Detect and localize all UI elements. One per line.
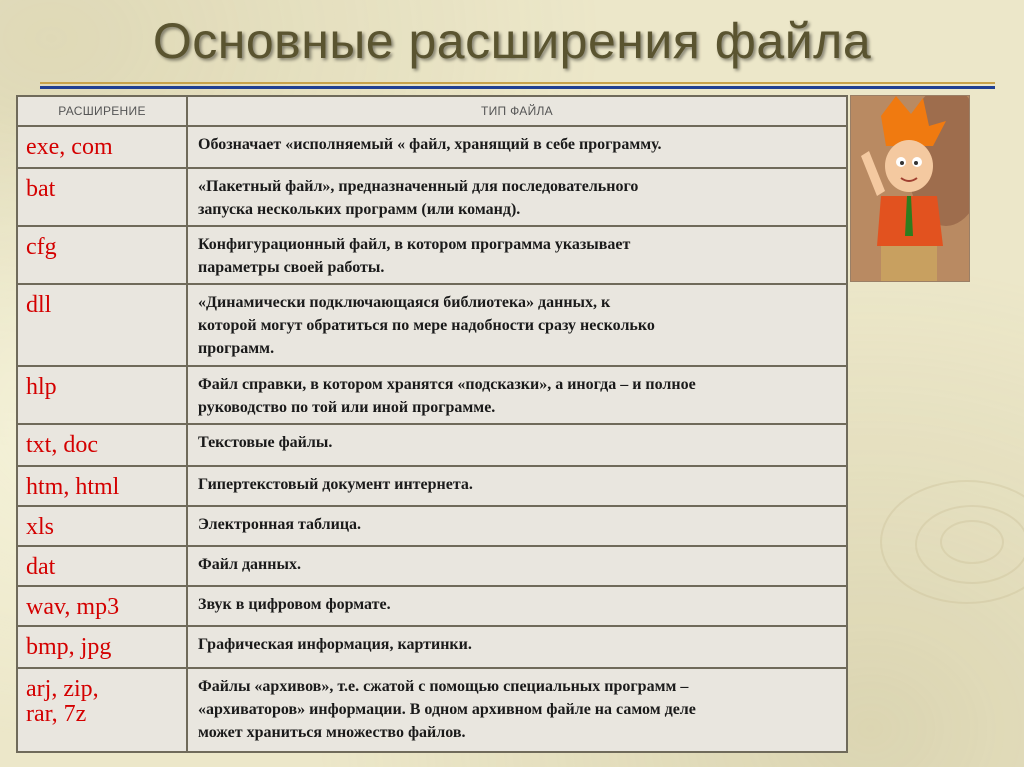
file-type-cell: Звук в цифровом формате. xyxy=(187,586,847,626)
column-header-file-type: ТИП ФАЙЛА xyxy=(187,96,847,126)
extension-cell: xls xyxy=(17,506,187,546)
watermark-ring xyxy=(880,480,1024,604)
table-row xyxy=(17,466,847,506)
table-row xyxy=(17,626,847,668)
file-type-cell: Текстовые файлы. xyxy=(187,424,847,466)
file-type-cell: Файл справки, в котором хранятся «подсказки», а иногда – и полное руководство по той или иной программе. xyxy=(187,366,847,424)
table-row xyxy=(17,284,847,366)
table-row xyxy=(17,168,847,226)
extension-cell: htm, html xyxy=(17,466,187,506)
extension-cell: wav, mp3 xyxy=(17,586,187,626)
extensions-table xyxy=(16,95,848,753)
extension-cell: dat xyxy=(17,546,187,586)
file-type-cell: «Динамически подключающаяся библиотека» данных, к которой могут обратиться по мере надобности сразу несколько программ. xyxy=(187,284,847,366)
extension-cell: bmp, jpg xyxy=(17,626,187,668)
table-row xyxy=(17,424,847,466)
file-type-cell: Электронная таблица. xyxy=(187,506,847,546)
file-type-cell: Файл данных. xyxy=(187,546,847,586)
extension-cell: hlp xyxy=(17,366,187,424)
title-underline-blue xyxy=(40,86,995,89)
file-type-cell: Обозначает «исполняемый « файл, хранящий в себе программу. xyxy=(187,126,847,168)
file-type-cell: Конфигурационный файл, в котором программа указывает параметры своей работы. xyxy=(187,226,847,284)
file-type-cell: Гипертекстовый документ интернета. xyxy=(187,466,847,506)
extension-cell: cfg xyxy=(17,226,187,284)
extension-cell: exe, com xyxy=(17,126,187,168)
title-underline-gold xyxy=(40,82,995,84)
extension-cell: dll xyxy=(17,284,187,366)
file-type-cell: Графическая информация, картинки. xyxy=(187,626,847,668)
column-header-extension: РАСШИРЕНИЕ xyxy=(17,96,187,126)
extension-cell: arj, zip, rar, 7z xyxy=(17,668,187,752)
extension-cell: bat xyxy=(17,168,187,226)
table-row xyxy=(17,506,847,546)
table-row xyxy=(17,668,847,752)
table-row xyxy=(17,226,847,284)
page-title: Основные расширения файла xyxy=(152,13,872,69)
file-type-cell: «Пакетный файл», предназначенный для последовательного запуска нескольких программ (или команд). xyxy=(187,168,847,226)
table-row xyxy=(17,366,847,424)
table-header-row xyxy=(17,96,847,126)
table-row xyxy=(17,586,847,626)
file-type-cell: Файлы «архивов», т.е. сжатой с помощью специальных программ – «архиваторов» информации. В одном архивном файле на самом деле может храниться множество файлов. xyxy=(187,668,847,752)
extension-cell: txt, doc xyxy=(17,424,187,466)
cartoon-boy-illustration xyxy=(850,95,970,282)
table-row xyxy=(17,546,847,586)
table-row xyxy=(17,126,847,168)
